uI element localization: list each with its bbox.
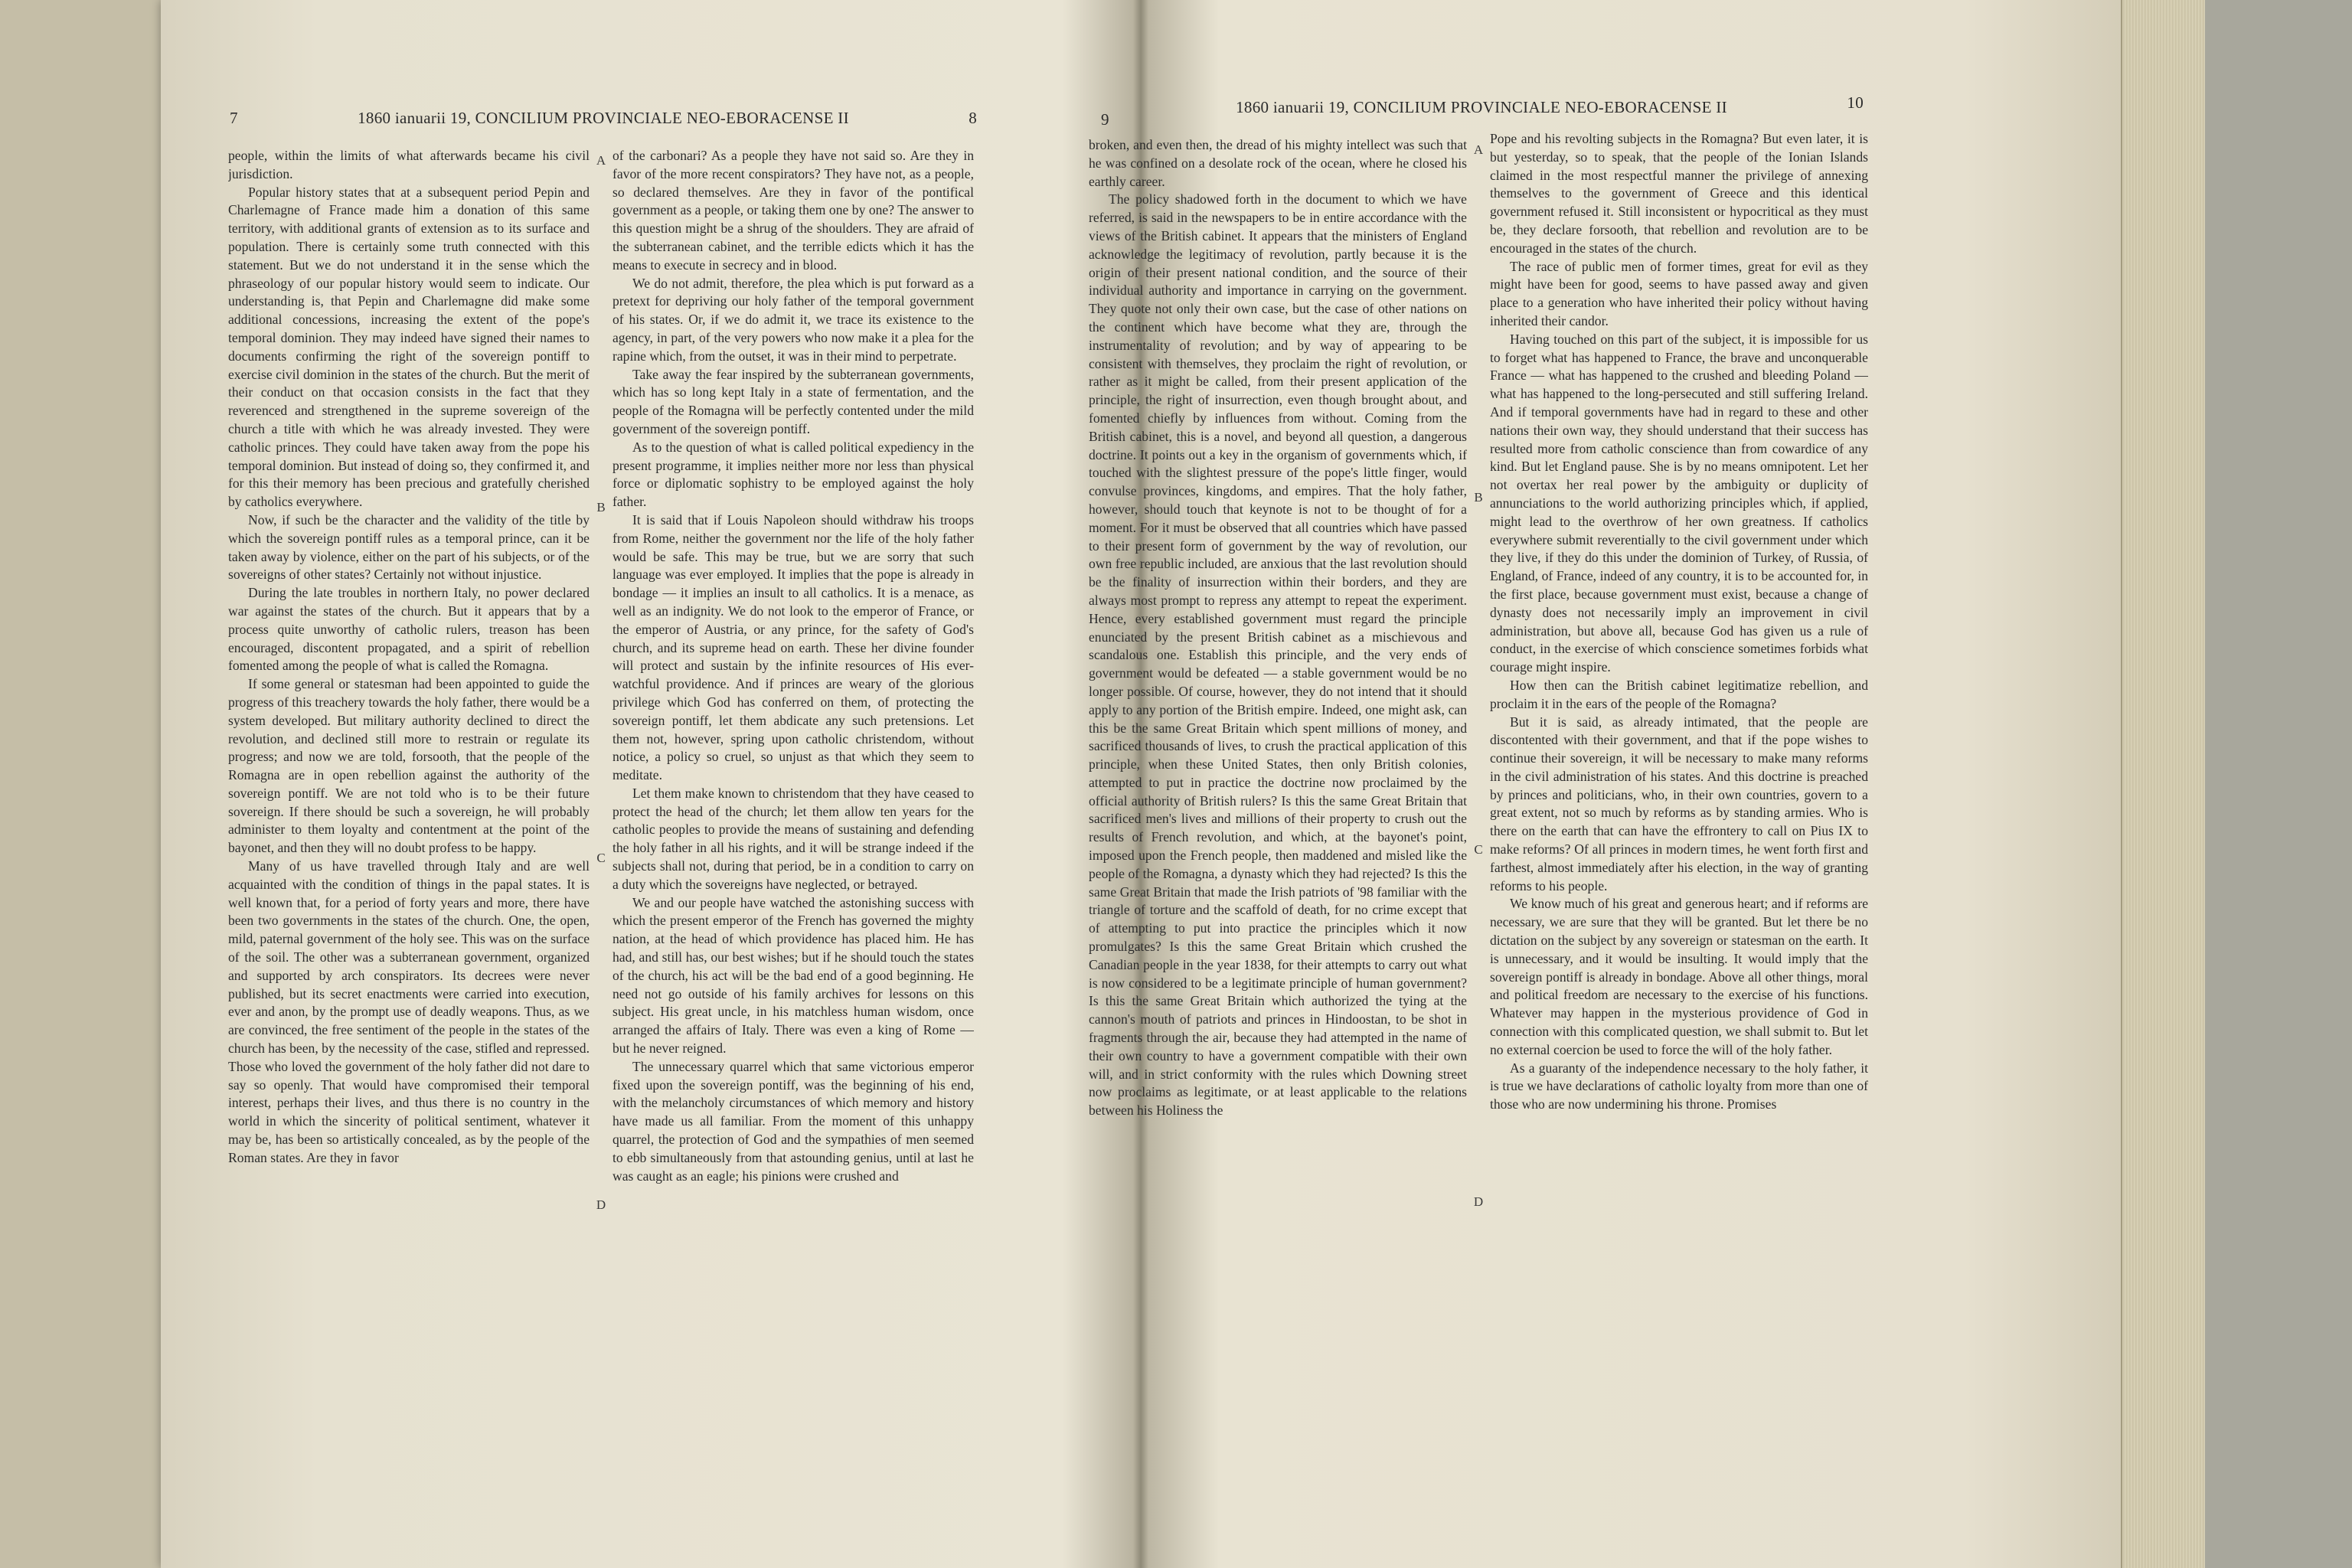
paragraph: Popular history states that at a subsequent period Pepin and Charlemagne of France made him a donation of this same territory, with additional grants of extension as to its surface and population. There is certainly some truth connected with this statement. But we do not understand it in the sense which the phraseology of our popular history would seem to indicate. Our understanding is, that Pepin and Charlemagne did make some additional concessions, increasing the extent of the pope's temporal dominion. They may indeed have signed their names to documents confirming the right of the sovereign pontiff to exercise civil dominion in the states of the church. But the merit of their conduct on that occasion consists in the fact that they reverenced and strengthened in the supreme sovereign of the church a title with which he was already invested. They were catholic princes. They could have taken away from the pope his temporal dominion. But instead of doing so, they confirmed it, and for this their memory has been precious and gratefully cherished by catholics everywhere. <box>228 184 590 510</box>
paragraph: It is said that if Louis Napoleon should withdraw his troops from Rome, neither the government nor the life of the holy father would be safe. This may be true, but we are sorry that such language was ever employed. It implies that the pope is already in bondage — it implies an insult to all catholics. It is a menace, as well as an indignity. We do not look to the emperor of France, or the emperor of Austria, or any prince, for the safety of God's church, and its supreme head on earth. These her divine founder will protect and sustain by the infinite resources of His ever-watchful providence. And if princes are weary of the glorious privilege which God has conferred on them, of protecting the sovereign pontiff, let them abdicate any such pretensions. Let them not, however, spring upon catholic christendom, without notice, a policy so cruel, so unjust as that which they seem to meditate. <box>612 511 974 783</box>
margin-letter: A <box>1473 142 1484 157</box>
paragraph: But it is said, as already intimated, that the people are discontented with their government, and that if the pope wishes to continue their sovereign, it will be necessary to make many reforms in the civil administration of his states. And this doctrine is preached by princes and politicians, who, in their own countries, govern to a great extent, not so much by reforms as by standing armies. Who is there on the earth that can have the effrontery to call on Pius IX to make reforms? Of all princes in modern times, he went forth first and farthest, almost immediately after his election, in the way of granting reforms to his people. <box>1490 714 1868 893</box>
page-number: 10 <box>1847 93 1864 112</box>
paragraph: Let them make known to christendom that they have ceased to protect the head of the church; let them allow ten years for the catholic peoples to provide the means of sustaining and defending the holy father in all his rights, and it will be strange indeed if the subjects shall not, during that period, be in a condition to carry on a duty which the sovereigns have neglected, or betrayed. <box>612 785 974 892</box>
text-column-right <box>612 147 974 1548</box>
margin-letter: B <box>1474 490 1483 505</box>
page-number: 9 <box>1101 110 1109 129</box>
paragraph: of the carbonari? As a people they have not said so. Are they in favor of the more recent conspirators? They have not, as a people, so declared themselves. Are they in favor of the pontifical government as a people, or taking them one by one? The answer to this question might be a shrug of the shoulders. They are afraid of the subterranean cabinet, and the terrible edicts which it has the means to execute in secrecy and in blood. <box>612 148 974 273</box>
paragraph: We know much of his great and generous heart; and if reforms are necessary, we are sure that they will be granted. But let there be no dictation on the subject by any sovereign or statesman on the earth. It is unnecessary, and it would be insulting. It would imply that the sovereign pontiff is already in bondage. Above all other things, moral and political freedom are necessary to the exercise of his functions. Whatever may happen in the mysterious providence of God in connection with this complicated question, we shall submit to. But let no external coercion be used to force the will of the holy father. <box>1490 896 1868 1057</box>
paragraph: people, within the limits of what afterwards became his civil jurisdiction. <box>228 148 590 181</box>
paragraph: Having touched on this part of the subject, it is impossible for us to forget what has happened to France, the brave and unconquerable France — what has happened to the crushed and bleeding Poland — what has happened to the long-persecuted and still suffering Ireland. And if temporal governments have had in regard to these and other nations their own way, they should understand that their success has resulted more from catholic conscience than from cowardice of any kind. But let England pause. She is by no means omnipotent. Let her not overtax her real power by the ambiguity or duplicity of annunciations to the world authorizing principles which, if applied, might lead to the overthrow of her own greatness. If catholics everywhere submit reverentially to the civil government under which they live, if they do this under the dominion of Turkey, of Russia, of England, of France, indeed of any country, it is to be accounted for, in the first place, because government must exist, because a change of dynasty does not necessarily imply an improvement in civil administration, but above all, because God has given us a rule of conduct, in the exercise of which conscience sometimes forbids what courage might inspire. <box>1490 331 1868 675</box>
margin-letter: D <box>1473 1194 1484 1209</box>
right-page-header <box>1095 93 1868 129</box>
left-page-header <box>220 109 986 135</box>
margin-letter: D <box>596 1197 606 1212</box>
paragraph: We and our people have watched the astonishing success with which the present emperor of the French has governed the mighty nation, at the head of which providence has placed him. He has had, and still has, our best wishes; but if he should touch the states of the church, his act will be the bad end of a good beginning. He need not go outside of his family archives for lessons on this subject. His great uncle, in his matchless human wisdom, once arranged the affairs of Italy. There was even a king of Rome — but he never reigned. <box>612 894 974 1057</box>
text-column-left <box>1089 136 1467 1537</box>
running-title: 1860 ianuarii 19, CONCILIUM PROVINCIALE NEO-EBORACENSE II <box>1236 98 1727 116</box>
margin-letter: C <box>596 851 606 865</box>
text-column-right <box>1490 130 1868 1531</box>
paragraph: The unnecessary quarrel which that same victorious emperor fixed upon the sovereign pontiff, was the beginning of his end, with the melancholy circumstances of which memory and history have made us all familiar. From the moment of this unhappy quarrel, the protection of God and the sympathies of men seemed to ebb simultaneously from that astounding genius, until at last he was caught as an eagle; his pinions were crushed and <box>612 1058 974 1184</box>
page-number: 7 <box>230 109 238 127</box>
paragraph: The race of public men of former times, great for evil as they might have been for good, seems to have passed away and given place to a generation who have inherited their policy without having inherited their candor. <box>1490 258 1868 328</box>
paragraph: We do not admit, therefore, the plea which is put forward as a pretext for depriving our holy father of the temporal government of his states. Or, if we do admit it, we trace its existence to the agency, in part, of the very powers who now make it a plea for the rapine which, from the outset, it was in their mind to perpetrate. <box>612 275 974 364</box>
margin-letter: C <box>1474 842 1483 857</box>
paragraph: The policy shadowed forth in the document to which we have referred, is said in the newspapers to be in entire accordance with the views of the British cabinet. It appears that the ministers of England acknowledge the legitimacy of revolution, partly because it is the origin of their present national condition, and the source of their individual authority and importance in carrying on the government. They quote not only their own case, but the case of other nations on the continent which have become what they are, through the instrumentality of revolution; and by way of appearing to be consistent with themselves, they proclaim the right of revolution, or rather as it might be called, from their present application of the principle, the right of insurrection, even though brought about, and fomented chiefly by influences from without. Coming from the British cabinet, this is a novel, and beyond all question, a dangerous doctrine. It points out a key in the organism of governments which, if touched with the slightest pressure of the pope's little finger, would convulse provinces, kingdoms, and empires. That the holy father, however, should touch that keynote is not to be thought of for a moment. For it must be observed that all countries which have passed to their present form of government by the way of revolution, our own free republic included, are anxious that the last revolution should be the finality of insurrection within their borders, and they are always most prompt to repress any attempt to repeat the experiment. Hence, every established government must regard the principle enunciated by the present British cabinet as a mischievous and scandalous one. Establish this principle, and the very ends of government would be defeated — a stable government would be no longer possible. Of course, however, they do not intend that it should apply to any portion of the British empire. Indeed, one might ask, can this be the same Great Britain which spent millions of money, and sacrificed thousands of lives, to crush the practical application of this principle, when these United States, then only British colonies, attempted to put in practice the doctrine now proclaimed by the official authority of British rulers? Is this the same Great Britain that sacrificed men's lives and millions of their property to crush out the results of French revolution, and which, at the bayonet's point, imposed upon the French people, then maddened and misled like the people of the Romagna, a dynasty which they had rejected? Is this the same Great Britain that made the Irish patriots of '98 familiar with the triangle of torture and the scaffold of death, for no crime except that of attempting to put into practice the principles which it now promulgates? Is this the same Great Britain which crushed the Canadian people in the year 1838, for their attempts to carry out what is now considered to be a legitimate principle of human government? Is this the same Great Britain which authorized the tying at the cannon's mouth of patriots and princes in Hindoostan, to be shot in fragments through the air, because they had attempted in the name of their own country to have a government compatible with their own will, and in strict conformity with the rules which Downing street now proclaims as legitimate, or at least applicable to the relations between his Holiness the <box>1089 191 1467 1119</box>
paragraph: Pope and his revolting subjects in the Romagna? But even later, it is but yesterday, so to speak, that the people of the Ionian Islands claimed in the most respectful manner the privilege of annexing themselves to the government of Greece and this identical government refused it. Still inconsistent or hypocritical as they must be, they declare forsooth, that rebellion and revolution are to be encouraged in the states of the church. <box>1490 131 1868 256</box>
paragraph: Take away the fear inspired by the subterranean governments, which has so long kept Italy in a state of fermentation, and the people of the Romagna will be perfectly contented under the mild government of the sovereign pontiff. <box>612 366 974 436</box>
paragraph: Now, if such be the character and the validity of the title by which the sovereign pontiff rules as a temporal prince, can it be taken away by violence, either on the part of his subjects, or of the sovereigns of other states? Certainly not without injustice. <box>228 511 590 583</box>
paragraph: As a guaranty of the independence necessary to the holy father, it is true we have declarations of catholic loyalty from more than one of those who are now undermining his throne. Promises <box>1490 1060 1868 1112</box>
paragraph: Many of us have travelled through Italy and are well acquainted with the condition of things in the papal states. It is well known that, for a period of forty years and more, there have been two governments in the states of the church. One, the open, mild, paternal government of the holy see. This was on the surface of the soil. The other was a subterranean government, organized and supported by arch conspirators. Its decrees were never published, but its secret enactments were carried into execution, ever and anon, by the prompt use of deadly weapons. Thus, as we are convinced, the free sentiment of the people in the states of the church has been, by the necessity of the case, stifled and repressed. Those who loved the government of the holy father did not dare to say so openly. That would have compromised their temporal interest, perhaps their lives, and thus there is no country in the world in which the sincerity of political sentiment, whatever it may be, has been so artistically concealed, as by the people of the Roman states. Are they in favor <box>228 858 590 1165</box>
paragraph: broken, and even then, the dread of his mighty intellect was such that he was confined on a desolate rock of the ocean, where he closed his earthly career. <box>1089 137 1467 189</box>
book-page-edges <box>2121 0 2207 1568</box>
paragraph: If some general or statesman had been appointed to guide the progress of this treachery towards the holy father, there would be a system developed. But military authority declined to direct the revolution, and declined still more to restrain or regulate its progress; and now we are told, forsooth, that the people of the Romagna are in open rebellion against the authority of the sovereign pontiff. We are not told who is to be their future sovereign. If there should be such a sovereign, he will probably administer to them loyalty and contentment at the point of the bayonet, and then they will no doubt profess to be happy. <box>228 676 590 856</box>
running-title: 1860 ianuarii 19, CONCILIUM PROVINCIALE NEO-EBORACENSE II <box>358 109 849 127</box>
margin-letter: A <box>596 153 606 168</box>
paragraph: How then can the British cabinet legitimatize rebellion, and proclaim it in the ears of the people of the Romagna? <box>1490 677 1868 711</box>
paragraph: As to the question of what is called political expediency in the present programme, it implies neither more nor less than physical force or diplomatic sophistry to be employed against the holy father. <box>612 439 974 510</box>
page-number: 8 <box>969 109 977 127</box>
text-column-left <box>228 147 590 1548</box>
margin-letter: B <box>596 500 606 514</box>
book-edge-left <box>0 0 161 1568</box>
background-surface <box>2205 0 2352 1568</box>
paragraph: During the late troubles in northern Italy, no power declared war against the states of the church. But it appears that by a process quite unworthy of catholic rulers, treason has been encouraged, discontent propagated, and a spirit of rebellion fomented among the people of what is called the Romagna. <box>228 585 590 674</box>
